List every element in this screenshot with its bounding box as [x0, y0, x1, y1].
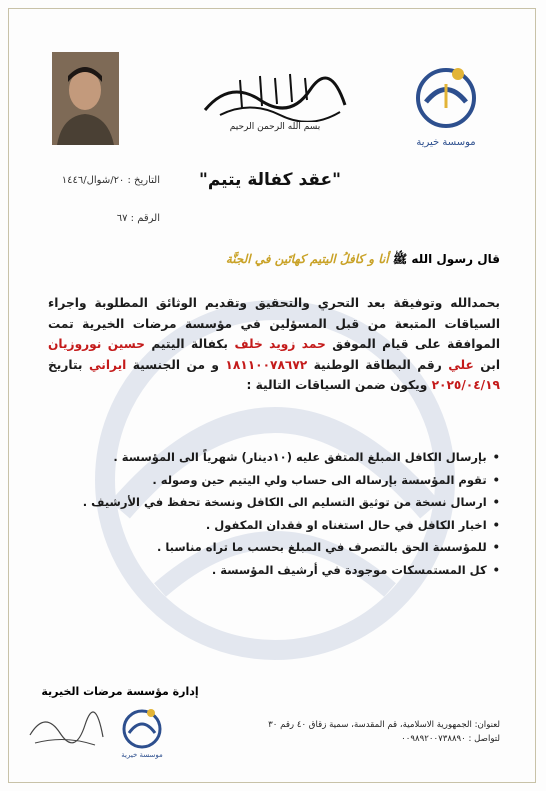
body-text-5: و من الجنسية — [132, 357, 219, 372]
hadith — [60, 252, 500, 269]
list-item: • تقوم المؤسسة بإرساله الى حساب ولي اليتيم حين وصوله . — [60, 469, 500, 492]
sponsor-name: حمد زويد خلف — [234, 337, 326, 351]
body-text-2: بكفالة اليتيم — [151, 337, 229, 351]
body-text-7: ويكون ضمن السياقات التالية : — [246, 378, 428, 392]
body-text-6: بتاريخ — [48, 357, 83, 372]
phone-text: لتواصل : ٠٠٩٨٩٢٠٠٧٣٨٨٩٠ — [401, 734, 500, 744]
contract-date-value: ٢٠٢٥/٠٤/١٩ — [431, 378, 500, 392]
list-item: • بإرسال الكافل المبلغ المتفق عليه (١٠دينار) شهرياً الى المؤسسة . — [60, 446, 500, 469]
foundation-logo — [406, 62, 486, 148]
list-item: • ارسال نسخة من توثيق التسليم الى الكافل ونسخة تحفظ في الأرشيف . — [60, 491, 500, 514]
person-icon — [52, 52, 119, 145]
basmala-text: بسم الله الرحمن الرحيم — [229, 122, 321, 132]
logo-emblem-icon — [406, 62, 486, 132]
foundation-stamp — [115, 705, 170, 760]
body-text-1: بحمدالله وتوفيقة بعد التحري والتحقيق وتقديم الوثائق المطلوبة واجراء السياقات المتبعة من قبل المسؤلين في مؤسسة مرضات الخيرية تمت الموافقة على قيام الموفق — [48, 296, 500, 351]
body-text-3: ابن — [480, 357, 501, 372]
logo-name: موسسة خيرية — [416, 137, 476, 148]
nationality: ايراني — [88, 357, 127, 372]
contract-title: "عقد كفالة يتيم" — [198, 170, 341, 190]
conditions-list — [60, 446, 500, 581]
body-text-4: رقم البطاقة الوطنية — [313, 357, 442, 372]
contract-number: الرقم : ٦٧ — [116, 213, 160, 224]
orphan-photo — [52, 52, 119, 145]
address-text: لعنوان: الجمهورية الاسلامية، قم المقدسة، سمية زقاق ٤٠ رقم ٣٠ — [268, 720, 500, 730]
hadith-intro: قال رسول الله ﷺ — [392, 252, 500, 266]
list-item: • للمؤسسة الحق بالتصرف في المبلغ بحسب ما تراه مناسبا . — [60, 536, 500, 559]
administration-label: إدارة مؤسسة مرضات الخيرية — [41, 685, 199, 698]
list-item: • كل المستمسكات موجودة في أرشيف المؤسسة . — [60, 559, 500, 582]
footer-contact — [240, 718, 500, 746]
national-id: ١٨١١٠٠٧٨٦٧٢ — [225, 357, 308, 372]
orphan-name: حسين نوروزيان — [48, 337, 145, 351]
hadith-quote: أنا و كافلُ اليتيم كهاتَين في الجنَّة — [225, 252, 389, 266]
contract-body — [48, 293, 500, 396]
father-name: علي — [448, 357, 474, 372]
signature — [25, 705, 105, 750]
list-item: • اخبار الكافل في حال استغناه او فقدان المكفول . — [60, 514, 500, 537]
basmala-calligraphy — [200, 70, 350, 122]
contract-date: التاريخ : ٢٠/شوال/١٤٤٦ — [61, 175, 160, 186]
svg-text:موسسة خيرية: موسسة خيرية — [121, 751, 163, 759]
